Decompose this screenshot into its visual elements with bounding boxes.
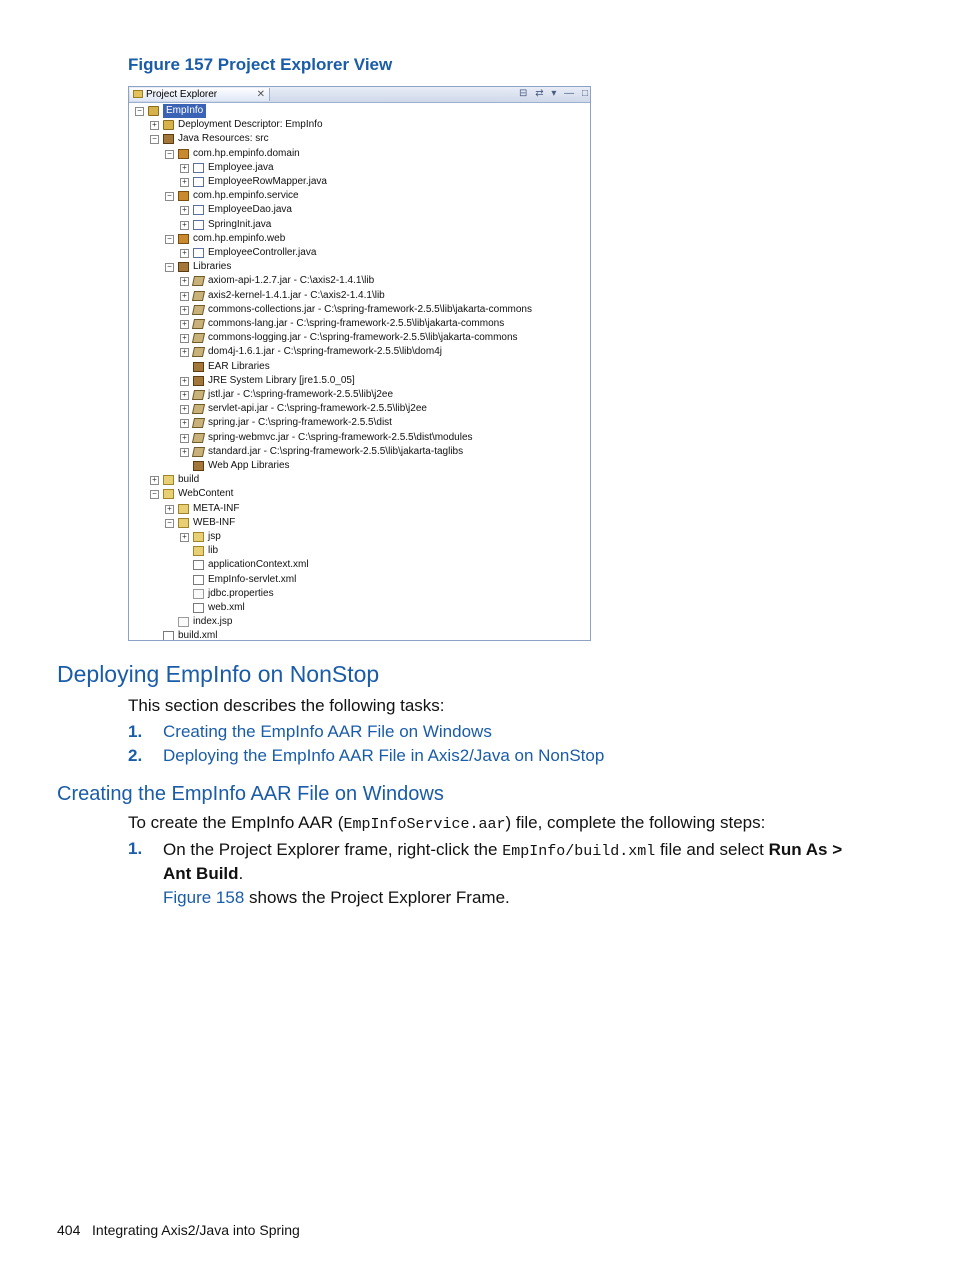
expand-icon[interactable]: + [180,533,189,542]
expand-icon[interactable]: + [180,448,189,457]
library-icon [193,461,204,471]
library-icon [193,362,204,372]
expand-icon[interactable]: + [165,505,174,514]
expand-icon[interactable]: + [180,277,189,286]
collapse-icon[interactable]: − [150,490,159,499]
expand-icon[interactable]: + [180,434,189,443]
view-menu-icon[interactable]: ▾ [551,88,557,99]
java-file-icon [193,220,204,230]
folder-icon [163,489,174,499]
tree-item-label: SpringInit.java [208,218,272,230]
expand-icon[interactable]: + [180,221,189,230]
collapse-icon[interactable]: − [150,135,159,144]
project-explorer-panel [128,86,591,641]
page-number: 404 [57,1222,81,1238]
collapse-icon[interactable]: − [165,519,174,528]
section-intro: This section describes the following tasks: [128,696,445,715]
expand-icon[interactable]: + [180,377,189,386]
tree-item-label: standard.jar - C:\spring-framework-2.5.5\lib\jakarta-taglibs [208,445,464,457]
xml-file-icon [163,631,174,641]
tree-item-label: EmployeeController.java [208,247,317,258]
tree-item-label: EmployeeDao.java [208,204,292,216]
section-heading-deploying: Deploying EmpInfo on NonStop [57,661,380,687]
package-icon [178,149,189,159]
expand-icon[interactable]: + [180,320,189,329]
tree-item-label: WEB-INF [193,516,236,528]
link-creating-aar[interactable]: Creating the EmpInfo AAR File on Windows [163,722,492,741]
tree-item-label: WebContent [178,488,234,500]
tree-item-label: EmpInfo [163,104,206,118]
tree-item-label: spring-webmvc.jar - C:\spring-framework-2.5.5\dist\modules [208,431,473,443]
jar-icon [192,319,205,329]
tree-item-label: jstl.jar - C:\spring-framework-2.5.5\lib\j2ee [208,389,394,400]
collapse-icon[interactable]: − [165,263,174,272]
list-number: 1. [128,722,143,741]
intro-text: ) file, complete the following steps: [505,813,766,832]
intro-code: EmpInfoService.aar [343,816,506,833]
tree-item-label: servlet-api.jar - C:\spring-framework-2.5.5\lib\j2ee [208,403,427,415]
expand-icon[interactable]: + [180,306,189,315]
panel-toolbar [514,88,588,101]
tree-item-label: com.hp.empinfo.service [193,190,299,202]
tree-item-label: com.hp.empinfo.web [193,232,286,244]
jar-icon [192,390,205,400]
tree-item-label: commons-collections.jar - C:\spring-framework-2.5.5\lib\jakarta-commons [208,303,532,315]
folder-icon [178,518,189,528]
expand-icon[interactable]: + [150,121,159,130]
figure-reference-text: shows the Project Explorer Frame. [244,888,510,907]
jar-icon [192,347,205,357]
xml-file-icon [193,560,204,570]
folder-icon [163,475,174,485]
minimize-icon[interactable]: — [564,88,575,99]
expand-icon[interactable]: + [180,206,189,215]
file-icon [193,589,204,599]
xml-file-icon [193,603,204,613]
java-file-icon [193,163,204,173]
list-number: 2. [128,746,143,765]
link-editor-icon[interactable]: ⇄ [535,88,544,99]
jar-icon [192,305,205,315]
task-list-item [128,722,142,742]
step-code: EmpInfo/build.xml [502,843,656,860]
collapse-icon[interactable]: − [165,192,174,201]
tree-item-label: dom4j-1.6.1.jar - C:\spring-framework-2.5.5\lib\dom4j [208,346,442,358]
step-menu-ant-build: Ant Build [163,864,239,883]
section2-intro [128,813,765,833]
tree-item-label: Employee.java [208,161,274,173]
page-footer [57,1222,300,1238]
section-heading-creating: Creating the EmpInfo AAR File on Windows [57,783,444,805]
collapse-icon[interactable]: − [165,150,174,159]
link-deploying-aar[interactable]: Deploying the EmpInfo AAR File in Axis2/Java on NonStop [163,746,605,765]
step-text [163,839,883,885]
tree-item-label: build [178,474,200,486]
package-icon [178,234,189,244]
project-tree [129,103,590,640]
link-figure-158[interactable]: Figure 158 [163,888,245,907]
project-icon [148,106,159,116]
tree-item-label: commons-lang.jar - C:\spring-framework-2.5.5\lib\jakarta-commons [208,318,505,329]
jar-icon [192,276,205,286]
tree-item-label: jdbc.properties [208,587,274,599]
tree-item-label: build.xml [178,630,218,641]
jar-icon [192,433,205,443]
collapse-all-icon[interactable]: ⊟ [519,88,528,99]
tree-item-label: JRE System Library [jre1.5.0_05] [208,374,355,386]
folder-icon [178,504,189,514]
jar-icon [192,404,205,414]
expand-icon[interactable]: + [180,292,189,301]
file-icon [178,617,189,627]
step-text-part: file and select [655,840,769,859]
expand-icon[interactable]: + [180,249,189,258]
figure-reference [163,888,510,908]
task-list-item [128,746,142,766]
expand-icon[interactable]: + [180,178,189,187]
expand-icon[interactable]: + [180,164,189,173]
intro-text: To create the EmpInfo AAR ( [128,813,344,832]
step-menu-run-as: Run As > [768,840,843,859]
java-file-icon [193,205,204,215]
tree-item-label: commons-logging.jar - C:\spring-framework-2.5.5\lib\jakarta-commons [208,332,518,344]
tree-item-label: lib [208,545,219,557]
tree-item-label: Java Resources: src [178,133,269,145]
close-icon[interactable]: ✕ [256,89,265,100]
folder-icon [133,90,143,98]
step-text-part: On the Project Explorer frame, right-click the [163,840,503,859]
tree-item-label: axis2-kernel-1.4.1.jar - C:\axis2-1.4.1\lib [208,289,385,301]
tree-item-label: index.jsp [193,616,233,628]
tab-project-explorer[interactable] [130,88,270,101]
java-file-icon [193,177,204,187]
expand-icon[interactable]: + [180,348,189,357]
expand-icon[interactable]: + [180,419,189,428]
panel-tab-bar [129,87,590,103]
tree-item-label: EmpInfo-servlet.xml [208,573,297,585]
tree-item-label: jsp [208,531,221,542]
tree-item-label: axiom-api-1.2.7.jar - C:\axis2-1.4.1\lib [208,275,375,287]
jar-icon [192,418,205,428]
tree-item-label: spring.jar - C:\spring-framework-2.5.5\dist [208,417,392,429]
expand-icon[interactable]: + [180,405,189,414]
maximize-icon[interactable]: □ [581,88,588,99]
tree-item-label: com.hp.empinfo.domain [193,147,300,159]
package-icon [178,191,189,201]
jar-icon [192,291,205,301]
tree-item-label: web.xml [208,602,245,613]
collapse-icon[interactable]: − [135,107,144,116]
expand-icon[interactable]: + [150,476,159,485]
library-icon [193,376,204,386]
step-text-part: . [238,864,244,883]
step-number: 1. [128,839,143,858]
xml-file-icon [193,575,204,585]
java-file-icon [193,248,204,258]
jar-icon [192,333,205,343]
folder-icon [193,546,204,556]
tree-item-label: applicationContext.xml [208,559,309,571]
library-icon [178,262,189,272]
project-icon [163,120,174,130]
folder-icon [193,532,204,542]
tree-item-label: Libraries [193,261,232,273]
expand-icon[interactable]: + [180,391,189,400]
tree-item-label: Deployment Descriptor: EmpInfo [178,119,323,131]
tree-item-label: EAR Libraries [208,360,270,372]
library-icon [163,134,174,144]
collapse-icon[interactable]: − [165,235,174,244]
figure-caption: Figure 157 Project Explorer View [128,55,393,74]
tree-item-label: EmployeeRowMapper.java [208,176,327,187]
expand-icon[interactable]: + [180,334,189,343]
tab-label: Project Explorer [146,89,218,100]
footer-title: Integrating Axis2/Java into Spring [92,1222,300,1238]
tree-item-label: Web App Libraries [208,460,290,471]
jar-icon [192,447,205,457]
tree-item-label: META-INF [193,502,240,514]
